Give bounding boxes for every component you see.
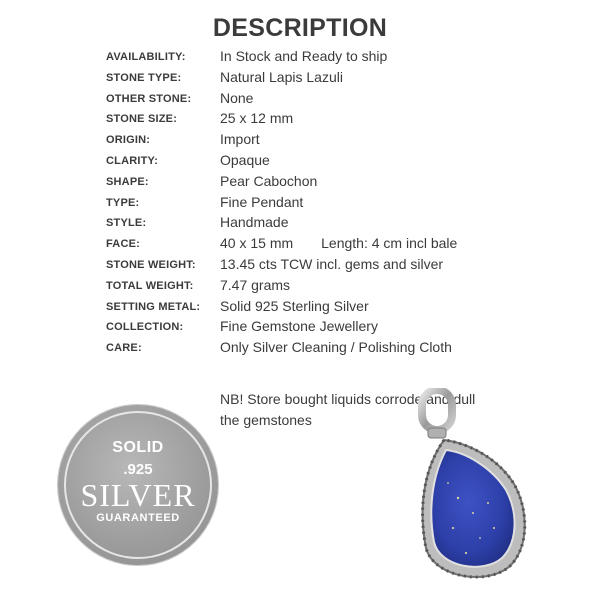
spec-row-care	[106, 339, 586, 360]
spec-label: OTHER STONE:	[106, 92, 192, 105]
spec-label: CARE:	[106, 342, 142, 355]
spec-value: None	[220, 89, 254, 106]
spec-row-total-weight	[106, 277, 586, 298]
spec-row-stone-weight	[106, 256, 586, 277]
pendant-bale	[422, 390, 452, 430]
page-title: DESCRIPTION	[212, 14, 388, 42]
spec-label: COLLECTION:	[106, 321, 184, 334]
spec-row-stone-size	[106, 110, 586, 131]
lapis-pendant-image	[418, 388, 538, 588]
spec-value: Import	[220, 131, 260, 148]
spec-label: TOTAL WEIGHT:	[106, 279, 194, 292]
spec-row-clarity	[106, 152, 586, 173]
pyrite-fleck	[465, 552, 467, 554]
spec-label: STONE TYPE:	[106, 71, 182, 84]
pendant-length: Length: 4 cm incl bale	[321, 235, 458, 252]
spec-value: Handmade	[220, 214, 289, 231]
badge-guaranteed-text: GUARANTEED	[96, 512, 180, 524]
care-note-line: NB! Store bought liquids corrode and dull	[220, 391, 476, 407]
spec-value: Solid 925 Sterling Silver	[220, 297, 369, 314]
spec-value: Fine Pendant	[220, 193, 304, 210]
spec-row-shape	[106, 173, 586, 194]
silver-guarantee-badge	[58, 405, 218, 565]
spec-label: CLARITY:	[106, 154, 159, 167]
spec-row-other-stone	[106, 90, 586, 111]
spec-row-style	[106, 214, 586, 235]
spec-value: Natural Lapis Lazuli	[220, 68, 343, 85]
spec-value: Fine Gemstone Jewellery	[220, 318, 378, 335]
spec-value: Only Silver Cleaning / Polishing Cloth	[220, 339, 452, 356]
spec-row-face	[106, 235, 586, 256]
spec-list	[106, 48, 586, 360]
spec-row-stone-type	[106, 69, 586, 90]
badge-925-text: .925	[123, 461, 153, 478]
spec-label: TYPE:	[106, 196, 140, 209]
spec-label: SHAPE:	[106, 175, 149, 188]
spec-label: STONE SIZE:	[106, 113, 178, 126]
spec-value: 7.47 grams	[220, 276, 291, 293]
spec-label: ORIGIN:	[106, 134, 151, 147]
spec-value: 25 x 12 mm	[220, 110, 294, 127]
spec-row-setting-metal	[106, 298, 586, 319]
spec-value: 13.45 cts TCW incl. gems and silver	[220, 255, 444, 272]
spec-row-type	[106, 194, 586, 215]
spec-value	[220, 235, 457, 251]
pyrite-fleck	[472, 512, 474, 514]
spec-label: SETTING METAL:	[106, 300, 201, 313]
spec-value: In Stock and Ready to ship	[220, 48, 388, 64]
pyrite-fleck	[447, 482, 449, 484]
pyrite-fleck	[457, 497, 459, 499]
pyrite-fleck	[487, 502, 489, 504]
badge-silver-text: SILVER	[80, 477, 196, 513]
pyrite-fleck	[452, 527, 454, 529]
spec-label: FACE:	[106, 238, 140, 251]
spec-label: AVAILABILITY:	[106, 51, 186, 63]
spec-value: Opaque	[220, 151, 270, 168]
spec-label: STYLE:	[106, 217, 147, 230]
pyrite-fleck	[479, 537, 481, 539]
spec-label: STONE WEIGHT:	[106, 258, 196, 271]
spec-row-availability	[106, 48, 586, 69]
pendant-bale-band	[428, 428, 446, 438]
pyrite-fleck	[493, 527, 495, 529]
badge-solid-text: SOLID	[112, 439, 164, 456]
spec-row-collection	[106, 318, 586, 339]
spec-row-origin	[106, 131, 586, 152]
care-note-line: the gemstones	[220, 411, 312, 428]
spec-value: Pear Cabochon	[220, 172, 318, 189]
face-size: 40 x 15 mm	[220, 235, 294, 252]
